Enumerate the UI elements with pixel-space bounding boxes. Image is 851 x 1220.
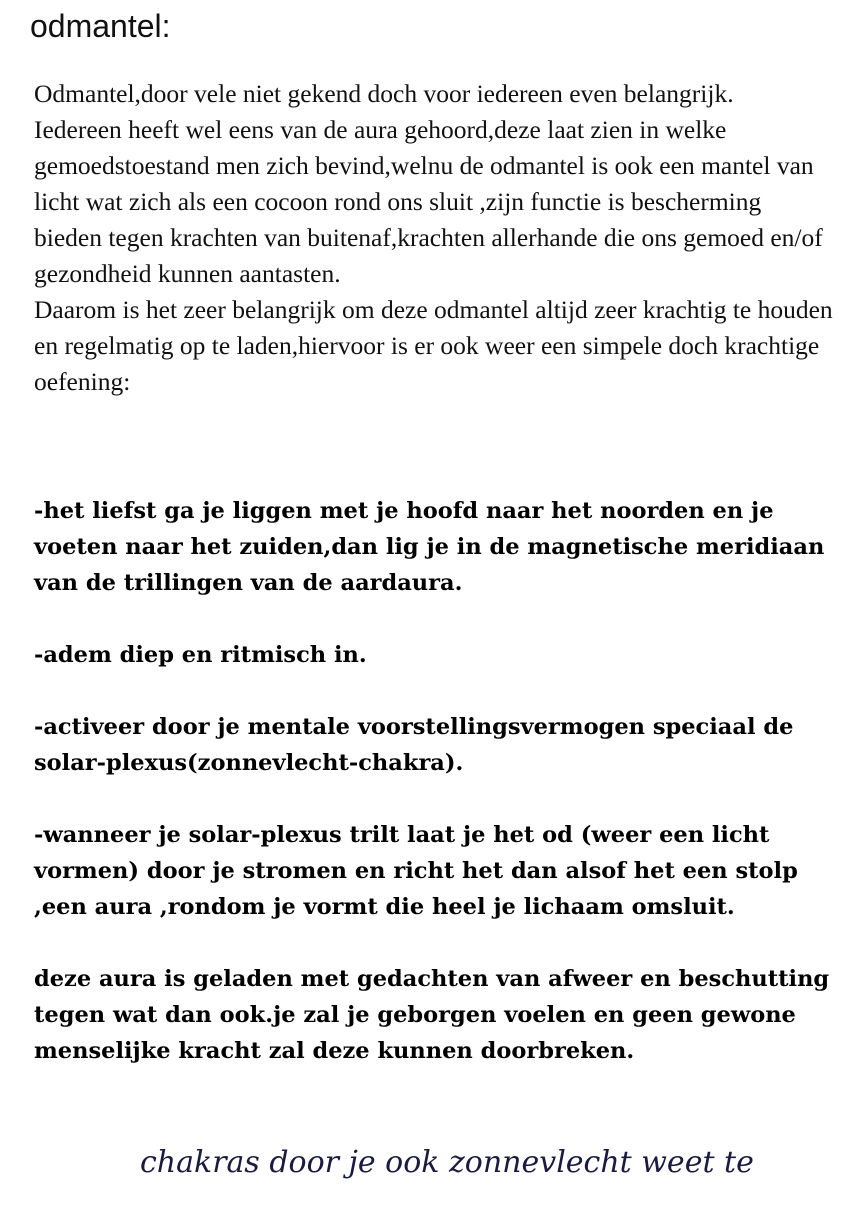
exercise-steps [34, 493, 834, 1105]
handwritten-note-text: chakras door je ook zonnevlecht weet te [140, 1145, 754, 1180]
intro-paragraph: Iedereen heeft wel eens van de aura gehoord,deze laat zien in welke gemoedstoestand men zich bevind,welnu de odmantel is ook een mantel van licht wat zich als een cocoon rond ons sluit ,zijn functie is bescherming bieden tegen krachten van buitenaf,krachten allerhande die ons gemoed en/of gezondheid kunnen aantasten. [34, 115, 823, 288]
intro-section [34, 76, 834, 400]
step-item: -adem diep en ritmisch in. [34, 642, 367, 668]
intro-paragraph: Daarom is het zeer belangrijk om deze odmantel altijd zeer krachtig te houden en regelmatig op te laden,hiervoor is er ook weer een simpele doch krachtige oefening: [34, 295, 833, 396]
step-item: -het liefst ga je liggen met je hoofd naar het noorden en je voeten naar het zuiden,dan lig je in de magnetische meridiaan van de trillingen van de aardaura. [34, 498, 825, 596]
step-item: -activeer door je mentale voorstellingsvermogen speciaal de solar-plexus(zonnevlecht-chakra). [34, 714, 794, 776]
document-title: odmantel: [30, 8, 171, 44]
intro-paragraph: Odmantel,door vele niet gekend doch voor iedereen even belangrijk. [34, 79, 734, 108]
step-item: deze aura is geladen met gedachten van afweer en beschutting tegen wat dan ook.je zal je geborgen voelen en geen gewone menselijke kracht zal deze kunnen doorbreken. [34, 966, 830, 1064]
handwritten-note [140, 1130, 851, 1220]
step-item: -wanneer je solar-plexus trilt laat je het od (weer een licht vormen) door je stromen en richt het dan alsof het een stolp ,een aura ,rondom je vormt die heel je lichaam omsluit. [34, 822, 798, 920]
